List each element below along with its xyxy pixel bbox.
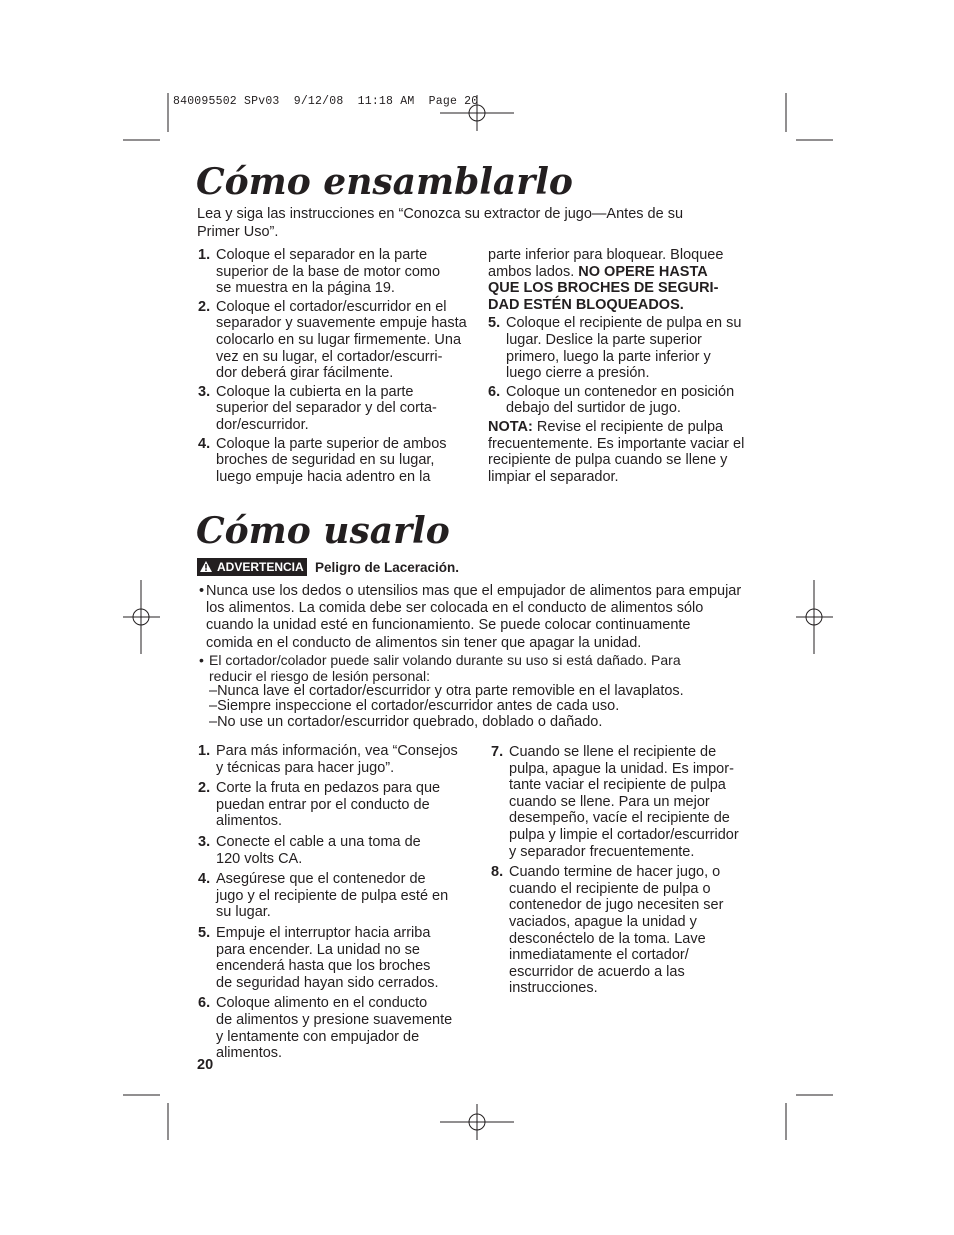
step-text: Conecte el cable a una toma de <box>216 833 421 850</box>
usage-steps-left <box>198 743 473 1066</box>
step-number: 8. <box>491 864 504 881</box>
step-item <box>198 299 473 382</box>
step-text: para encender. La unidad no se <box>216 941 420 958</box>
step-item <box>198 834 473 867</box>
step-text: Coloque un contenedor en posición <box>506 383 735 400</box>
step-text: superior del separador y del corta- <box>216 400 437 417</box>
step-text: Coloque el separador en la parte <box>216 247 428 263</box>
assembly-intro: Lea y siga las instrucciones en “Conozca su extractor de jugo—Antes de su Primer Uso”. <box>197 206 684 240</box>
step-text: primero, luego la parte inferior y <box>506 348 711 365</box>
step-text: Coloque el cortador/escurridor en el <box>216 298 447 315</box>
step-text: parte inferior para bloquear. Bloquee <box>488 247 724 263</box>
step-text: cuando se llene. Para un mejor <box>509 793 710 810</box>
step-number: 1. <box>198 743 211 759</box>
step-text: se muestra en la página 19. <box>216 280 395 297</box>
step-text: Coloque alimento en el conducto <box>216 995 428 1012</box>
step-text: Cuando termine de hacer jugo, o <box>509 864 721 881</box>
print-slug: 840095502 SPv03 9/12/08 11:18 AM Page 20 <box>173 95 479 108</box>
step-text: Empuje el interruptor hacia arriba <box>216 924 431 941</box>
step-text: dor/escurridor. <box>216 416 309 433</box>
step-text: dor deberá girar fácilmente. <box>216 365 394 382</box>
assembly-steps-left <box>198 247 473 487</box>
step-text: vez en su lugar, el cortador/escurri- <box>216 348 443 365</box>
step-number: 2. <box>198 298 211 315</box>
step-text: y separador frecuentemente. <box>509 843 695 860</box>
warning-text: comida en el conducto de alimentos sin tener que apagar la unidad. <box>206 634 642 651</box>
step-item <box>198 384 473 434</box>
step-text: separador y suavemente empuje hasta <box>216 315 467 332</box>
warning-bullet <box>199 583 769 652</box>
note-label: NOTA: <box>488 418 533 435</box>
step-text: instrucciones. <box>509 980 598 997</box>
step-text: Asegúrese que el contenedor de <box>216 871 426 888</box>
warning-bullet <box>199 652 769 684</box>
warning-title: Peligro de Laceración. <box>315 560 460 575</box>
bullet-dot: • <box>199 651 204 668</box>
step-number: 5. <box>488 315 501 332</box>
step-text: lugar. Deslice la parte superior <box>506 331 702 348</box>
usage-steps-right <box>491 744 766 1001</box>
warning-dash-item: –Siempre inspeccione el cortador/escurridor antes de cada uso. <box>209 698 620 715</box>
step-text: inmediatamente el cortador/ <box>509 947 689 964</box>
step-number: 2. <box>198 780 211 797</box>
step-number: 7. <box>491 744 504 760</box>
step-number: 5. <box>198 924 211 941</box>
step-text: y técnicas para hacer jugo”. <box>216 759 395 776</box>
caution-text: DAD ESTÉN BLOQUEADOS. <box>488 296 684 313</box>
step-text: Cuando se llene el recipiente de <box>509 744 717 760</box>
step-text: y lentamente con empujador de <box>216 1028 420 1045</box>
warning-bullets <box>199 583 769 730</box>
step-item <box>198 247 473 297</box>
step-item <box>198 871 473 921</box>
step-text: su lugar. <box>216 904 271 921</box>
step-item <box>198 995 473 1061</box>
step-text: luego cierre a presión. <box>506 365 650 382</box>
step-text: pulpa, apague la unidad. Es impor- <box>509 760 734 777</box>
step-item <box>198 780 473 830</box>
step-number: 3. <box>198 833 211 850</box>
step-text: 120 volts CA. <box>216 850 303 867</box>
step-number: 6. <box>488 383 501 400</box>
step-item <box>198 743 473 776</box>
step-number: 4. <box>198 871 211 888</box>
step-item <box>488 384 768 417</box>
step-text: pulpa y limpie el cortador/escurridor <box>509 826 739 843</box>
step-item <box>491 864 766 997</box>
caution-text: NO OPERE HASTA <box>578 263 708 280</box>
warning-triangle-icon <box>200 561 212 572</box>
note-text: limpiar el separador. <box>488 468 619 485</box>
step-text: debajo del surtidor de jugo. <box>506 400 681 417</box>
step-text: Coloque el recipiente de pulpa en su <box>506 315 742 332</box>
warning-dash-list <box>199 684 769 731</box>
step-text: de seguridad hayan sido cerrados. <box>216 974 439 991</box>
warning-badge <box>197 558 307 576</box>
step-text: cuando el recipiente de pulpa o <box>509 880 711 897</box>
warning-text: El cortador/colador puede salir volando durante su uso si está dañado. Para <box>209 651 681 668</box>
step-number: 1. <box>198 247 211 263</box>
step-text: desempeño, vacíe el recipiente de <box>509 810 730 827</box>
warning-badge-label: ADVERTENCIA <box>217 560 304 574</box>
step-number: 3. <box>198 383 211 400</box>
bullet-dot: • <box>199 583 205 599</box>
step-text: desconéctelo de la toma. Lave <box>509 930 706 947</box>
note-text: frecuentemente. Es importante vaciar el <box>488 435 745 452</box>
note-text: recipiente de pulpa cuando se llene y <box>488 452 728 469</box>
warning-text: los alimentos. La comida debe ser colocada en el conducto de alimentos sólo <box>206 600 704 617</box>
step-item <box>491 744 766 860</box>
warning-dash-item: –No use un cortador/escurridor quebrado, doblado o dañado. <box>209 713 603 730</box>
step-text: Coloque la cubierta en la parte <box>216 383 414 400</box>
step-item <box>488 315 768 381</box>
step-text: luego empuje hacia adentro en la <box>216 468 431 485</box>
warning-text: cuando la unidad esté en funcionamiento. Se puede colocar continuamente <box>206 617 691 634</box>
section-title-usage: Cómo usarlo <box>196 510 450 552</box>
step-text: escurridor de acuerdo a las <box>509 963 685 980</box>
step-number: 4. <box>198 435 211 452</box>
assembly-steps-right <box>488 247 768 487</box>
step-4-continued <box>488 247 768 313</box>
section-title-assembly: Cómo ensamblarlo <box>196 161 573 203</box>
page-number: 20 <box>197 1057 214 1073</box>
step-item <box>198 436 473 486</box>
step-text: vaciados, apague la unidad y <box>509 913 697 930</box>
step-text: ambos lados. <box>488 263 575 280</box>
note <box>488 419 768 485</box>
step-text: puedan entrar por el conducto de <box>216 796 430 813</box>
note-text: Revise el recipiente de pulpa <box>536 418 724 435</box>
warning-text: reducir el riesgo de lesión personal: <box>209 667 431 684</box>
step-text: Coloque la parte superior de ambos <box>216 435 447 452</box>
warning-dash-item: –Nunca lave el cortador/escurridor y otra parte removible en el lavaplatos. <box>209 682 684 699</box>
step-text: de alimentos y presione suavemente <box>216 1011 453 1028</box>
step-text: tante vaciar el recipiente de pulpa <box>509 777 726 794</box>
step-text: broches de seguridad en su lugar, <box>216 452 435 469</box>
step-text: jugo y el recipiente de pulpa esté en <box>216 887 449 904</box>
step-text: encenderá hasta que los broches <box>216 958 431 975</box>
step-text: alimentos. <box>216 813 283 830</box>
step-text: contenedor de jugo necesiten ser <box>509 897 724 914</box>
step-item <box>198 925 473 991</box>
step-text: Corte la fruta en pedazos para que <box>216 780 441 797</box>
step-number: 6. <box>198 995 211 1012</box>
caution-text: QUE LOS BROCHES DE SEGURI- <box>488 280 719 297</box>
step-text: superior de la base de motor como <box>216 263 441 280</box>
step-text: alimentos. <box>216 1045 283 1062</box>
warning-text: Nunca use los dedos o utensilios mas que el empujador de alimentos para empujar <box>206 583 742 599</box>
step-text: Para más información, vea “Consejos <box>216 743 458 759</box>
step-text: colocarlo en su lugar firmemente. Una <box>216 331 462 348</box>
